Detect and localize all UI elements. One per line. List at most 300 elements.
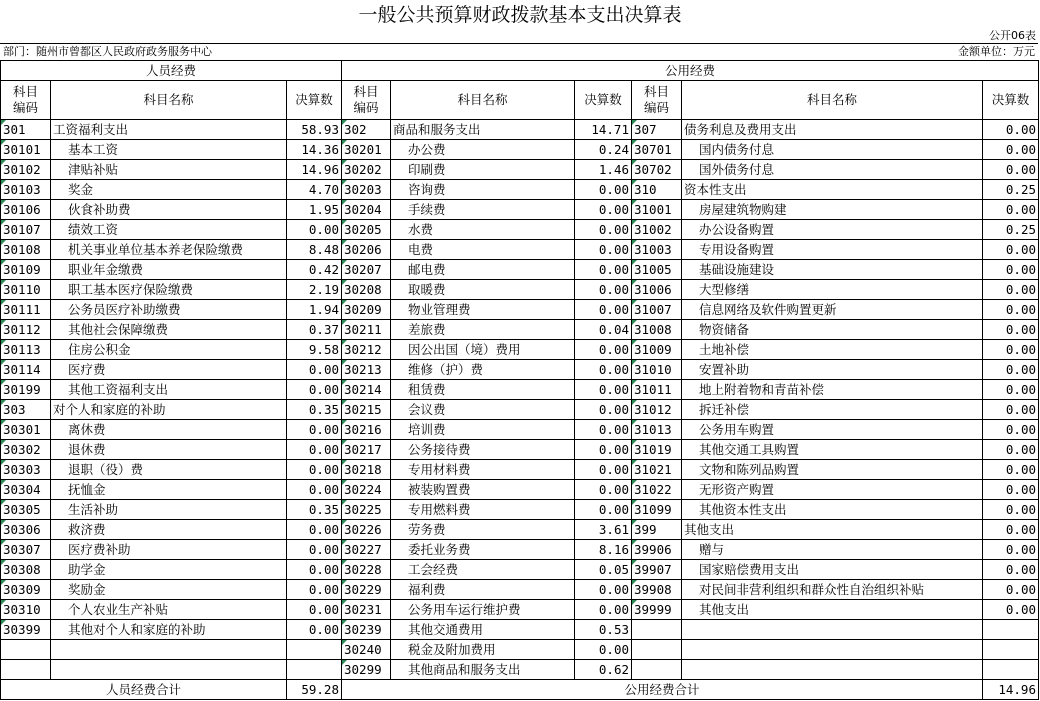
item-code: 30103 [1, 180, 51, 200]
item-name: 水费 [391, 220, 575, 240]
item-amount: 14.71 [575, 120, 632, 140]
item-amount: 0.00 [575, 420, 632, 440]
item-code: 30240 [342, 640, 391, 660]
column-header-row [1, 81, 1039, 120]
item-name: 基本工资 [51, 140, 287, 160]
item-code: 30299 [342, 660, 391, 680]
item-name: 奖励金 [51, 580, 287, 600]
table-body [1, 61, 1039, 700]
item-name: 维修（护）费 [391, 360, 575, 380]
item-name: 商品和服务支出 [391, 120, 575, 140]
item-code: 30213 [342, 360, 391, 380]
item-amount: 0.00 [575, 260, 632, 280]
item-code: 31019 [632, 440, 682, 460]
item-amount: 0.00 [287, 600, 342, 620]
item-amount: 0.53 [575, 620, 632, 640]
item-amount: 0.00 [575, 240, 632, 260]
item-code: 30231 [342, 600, 391, 620]
item-name: 津贴补贴 [51, 160, 287, 180]
item-amount: 0.00 [575, 380, 632, 400]
item-name: 租赁费 [391, 380, 575, 400]
table-row [1, 620, 1039, 640]
item-amount: 0.00 [983, 500, 1039, 520]
item-code: 31007 [632, 300, 682, 320]
item-name: 基础设施建设 [682, 260, 983, 280]
col-amount-header: 决算数 [287, 81, 342, 120]
col-name-header: 科目名称 [682, 81, 983, 120]
item-amount: 0.00 [983, 420, 1039, 440]
item-name: 医疗费补助 [51, 540, 287, 560]
item-name: 其他工资福利支出 [51, 380, 287, 400]
item-code: 30113 [1, 340, 51, 360]
item-amount: 8.16 [575, 540, 632, 560]
item-amount: 0.00 [983, 200, 1039, 220]
item-amount: 1.95 [287, 200, 342, 220]
item-amount: 0.25 [983, 220, 1039, 240]
item-amount: 0.04 [575, 320, 632, 340]
item-code: 30239 [342, 620, 391, 640]
item-amount: 58.93 [287, 120, 342, 140]
item-amount: 8.48 [287, 240, 342, 260]
item-name [682, 660, 983, 680]
table-row [1, 660, 1039, 680]
item-code: 30701 [632, 140, 682, 160]
item-code: 30229 [342, 580, 391, 600]
item-amount: 0.00 [983, 260, 1039, 280]
table-row [1, 160, 1039, 180]
item-code: 31099 [632, 500, 682, 520]
item-name: 对民间非营利组织和群众性自治组织补贴 [682, 580, 983, 600]
personnel-total-value: 59.28 [287, 680, 342, 700]
item-name: 公务接待费 [391, 440, 575, 460]
item-name: 邮电费 [391, 260, 575, 280]
item-name: 会议费 [391, 400, 575, 420]
item-name: 退休费 [51, 440, 287, 460]
table-row [1, 380, 1039, 400]
item-amount: 0.00 [983, 240, 1039, 260]
item-amount: 0.00 [287, 520, 342, 540]
item-code: 30204 [342, 200, 391, 220]
item-name: 公务用车运行维护费 [391, 600, 575, 620]
item-name: 其他资本性支出 [682, 500, 983, 520]
item-amount: 0.00 [983, 600, 1039, 620]
item-amount: 0.00 [287, 560, 342, 580]
item-amount [287, 660, 342, 680]
item-name: 退职（役）费 [51, 460, 287, 480]
item-amount: 0.24 [575, 140, 632, 160]
item-code: 39999 [632, 600, 682, 620]
item-code: 30227 [342, 540, 391, 560]
table-row [1, 600, 1039, 620]
item-code: 30215 [342, 400, 391, 420]
department-label: 部门：随州市曾都区人民政府政务服务中心 [3, 45, 212, 58]
item-code: 30208 [342, 280, 391, 300]
item-name [51, 660, 287, 680]
table-row [1, 260, 1039, 280]
item-amount: 0.00 [983, 380, 1039, 400]
item-name: 委托业务费 [391, 540, 575, 560]
item-name: 资本性支出 [682, 180, 983, 200]
item-code: 31010 [632, 360, 682, 380]
item-name: 税金及附加费用 [391, 640, 575, 660]
item-code: 30399 [1, 620, 51, 640]
table-row [1, 560, 1039, 580]
item-amount [983, 640, 1039, 660]
item-name: 公务用车购置 [682, 420, 983, 440]
item-name: 赠与 [682, 540, 983, 560]
item-amount: 0.00 [983, 440, 1039, 460]
item-amount: 0.00 [287, 380, 342, 400]
budget-table [0, 60, 1039, 700]
item-name: 其他交通费用 [391, 620, 575, 640]
item-name: 其他商品和服务支出 [391, 660, 575, 680]
table-row [1, 460, 1039, 480]
item-amount: 0.00 [575, 300, 632, 320]
item-code: 31012 [632, 400, 682, 420]
table-row [1, 220, 1039, 240]
item-name: 电费 [391, 240, 575, 260]
item-code: 30207 [342, 260, 391, 280]
item-amount: 0.00 [287, 440, 342, 460]
item-code: 31005 [632, 260, 682, 280]
item-amount: 0.00 [287, 580, 342, 600]
item-amount: 0.00 [983, 460, 1039, 480]
item-amount: 0.00 [983, 480, 1039, 500]
item-code: 39908 [632, 580, 682, 600]
item-amount: 0.00 [287, 220, 342, 240]
table-row [1, 120, 1039, 140]
item-code: 30306 [1, 520, 51, 540]
item-name: 地上附着物和青苗补偿 [682, 380, 983, 400]
item-code: 30110 [1, 280, 51, 300]
item-amount: 0.00 [983, 300, 1039, 320]
item-amount: 0.00 [575, 640, 632, 660]
item-name: 其他支出 [682, 520, 983, 540]
item-name: 专用设备购置 [682, 240, 983, 260]
item-code: 30225 [342, 500, 391, 520]
item-name: 土地补偿 [682, 340, 983, 360]
item-name: 绩效工资 [51, 220, 287, 240]
item-code: 30305 [1, 500, 51, 520]
item-name: 安置补助 [682, 360, 983, 380]
item-code: 310 [632, 180, 682, 200]
item-code: 30109 [1, 260, 51, 280]
col-code-header [632, 81, 682, 120]
table-row [1, 280, 1039, 300]
item-code: 31021 [632, 460, 682, 480]
item-amount: 0.00 [575, 460, 632, 480]
item-name: 拆迁补偿 [682, 400, 983, 420]
item-code: 30301 [1, 420, 51, 440]
item-name: 被装购置费 [391, 480, 575, 500]
item-code: 30226 [342, 520, 391, 540]
item-name [51, 640, 287, 660]
table-row [1, 640, 1039, 660]
item-amount [983, 660, 1039, 680]
item-name: 信息网络及软件购置更新 [682, 300, 983, 320]
item-amount: 14.96 [287, 160, 342, 180]
item-name: 其他支出 [682, 600, 983, 620]
item-code: 30217 [342, 440, 391, 460]
item-code: 303 [1, 400, 51, 420]
col-amount-header: 决算数 [575, 81, 632, 120]
item-code: 399 [632, 520, 682, 540]
public-total-label: 公用经费合计 [342, 680, 983, 700]
item-code: 30308 [1, 560, 51, 580]
table-row [1, 480, 1039, 500]
col-code-header [342, 81, 391, 120]
item-amount: 0.05 [575, 560, 632, 580]
item-code: 31013 [632, 420, 682, 440]
item-amount: 1.46 [575, 160, 632, 180]
item-amount [983, 620, 1039, 640]
item-code: 30114 [1, 360, 51, 380]
item-amount: 0.00 [575, 600, 632, 620]
item-code: 30303 [1, 460, 51, 480]
item-amount: 4.70 [287, 180, 342, 200]
col-code-label: 科目 编码 [353, 84, 379, 115]
item-code: 31002 [632, 220, 682, 240]
item-name: 职工基本医疗保险缴费 [51, 280, 287, 300]
table-row [1, 340, 1039, 360]
item-code: 30216 [342, 420, 391, 440]
item-amount: 0.00 [575, 360, 632, 380]
item-name: 大型修缮 [682, 280, 983, 300]
item-name: 公务员医疗补助缴费 [51, 300, 287, 320]
table-row [1, 500, 1039, 520]
item-code: 39907 [632, 560, 682, 580]
table-row [1, 540, 1039, 560]
personnel-total-label: 人员经费合计 [1, 680, 287, 700]
item-name: 抚恤金 [51, 480, 287, 500]
item-code: 30106 [1, 200, 51, 220]
item-name: 离休费 [51, 420, 287, 440]
item-name: 印刷费 [391, 160, 575, 180]
col-name-header: 科目名称 [51, 81, 287, 120]
item-code: 30214 [342, 380, 391, 400]
item-name: 物资储备 [682, 320, 983, 340]
item-amount: 0.00 [575, 200, 632, 220]
table-row [1, 300, 1039, 320]
item-amount: 0.00 [575, 440, 632, 460]
item-amount [287, 640, 342, 660]
col-amount-header: 决算数 [983, 81, 1039, 120]
table-row [1, 180, 1039, 200]
item-code: 30101 [1, 140, 51, 160]
item-name: 工资福利支出 [51, 120, 287, 140]
table-row [1, 200, 1039, 220]
item-code: 31006 [632, 280, 682, 300]
item-code: 30212 [342, 340, 391, 360]
public-total-value: 14.96 [983, 680, 1039, 700]
item-code: 31001 [632, 200, 682, 220]
table-row [1, 400, 1039, 420]
item-name: 债务利息及费用支出 [682, 120, 983, 140]
item-amount: 0.00 [983, 140, 1039, 160]
item-name: 文物和陈列品购置 [682, 460, 983, 480]
item-amount: 0.00 [575, 500, 632, 520]
item-name: 其他交通工具购置 [682, 440, 983, 460]
item-name: 工会经费 [391, 560, 575, 580]
item-code: 301 [1, 120, 51, 140]
item-amount: 0.00 [983, 360, 1039, 380]
item-amount: 2.19 [287, 280, 342, 300]
item-amount: 0.00 [575, 220, 632, 240]
item-amount: 0.37 [287, 320, 342, 340]
item-code: 31009 [632, 340, 682, 360]
item-name: 机关事业单位基本养老保险缴费 [51, 240, 287, 260]
item-name: 劳务费 [391, 520, 575, 540]
item-amount: 0.00 [287, 540, 342, 560]
item-amount: 3.61 [575, 520, 632, 540]
item-amount: 0.00 [287, 360, 342, 380]
item-code: 30209 [342, 300, 391, 320]
item-amount: 0.00 [983, 400, 1039, 420]
item-name: 因公出国（境）费用 [391, 340, 575, 360]
item-amount: 0.62 [575, 660, 632, 680]
item-name: 职业年金缴费 [51, 260, 287, 280]
item-name: 办公费 [391, 140, 575, 160]
item-amount: 0.00 [287, 480, 342, 500]
col-code-header [1, 81, 51, 120]
item-amount: 0.00 [287, 620, 342, 640]
item-code: 30205 [342, 220, 391, 240]
item-name: 个人农业生产补贴 [51, 600, 287, 620]
item-code [1, 660, 51, 680]
item-name: 国家赔偿费用支出 [682, 560, 983, 580]
item-name: 生活补助 [51, 500, 287, 520]
table-code: 公开06表 [989, 29, 1036, 42]
col-name-header: 科目名称 [391, 81, 575, 120]
item-name: 无形资产购置 [682, 480, 983, 500]
item-amount: 0.00 [983, 320, 1039, 340]
item-amount: 0.35 [287, 400, 342, 420]
item-code: 30307 [1, 540, 51, 560]
col-code-label: 科目 编码 [643, 84, 669, 115]
item-amount: 1.94 [287, 300, 342, 320]
item-code: 30224 [342, 480, 391, 500]
item-code: 30199 [1, 380, 51, 400]
item-code: 30228 [342, 560, 391, 580]
item-code: 31011 [632, 380, 682, 400]
item-amount: 0.00 [575, 480, 632, 500]
page-title: 一般公共预算财政拨款基本支出决算表 [358, 4, 682, 26]
totals-row [1, 680, 1039, 700]
item-name: 伙食补助费 [51, 200, 287, 220]
item-code: 30107 [1, 220, 51, 240]
item-code [1, 640, 51, 660]
item-name: 办公设备购置 [682, 220, 983, 240]
item-amount: 14.36 [287, 140, 342, 160]
col-code-label: 科目 编码 [12, 84, 38, 115]
item-code: 30202 [342, 160, 391, 180]
item-name: 专用燃料费 [391, 500, 575, 520]
item-amount: 0.00 [983, 560, 1039, 580]
item-amount: 0.00 [983, 280, 1039, 300]
item-name: 福利费 [391, 580, 575, 600]
item-code: 31022 [632, 480, 682, 500]
item-amount: 0.00 [983, 120, 1039, 140]
item-code: 30108 [1, 240, 51, 260]
item-code [632, 620, 682, 640]
item-name [682, 620, 983, 640]
item-code [632, 660, 682, 680]
item-name: 国内债务付息 [682, 140, 983, 160]
item-name: 奖金 [51, 180, 287, 200]
item-amount: 0.00 [983, 340, 1039, 360]
item-code: 39906 [632, 540, 682, 560]
item-amount: 0.35 [287, 500, 342, 520]
item-code: 307 [632, 120, 682, 140]
item-name: 取暖费 [391, 280, 575, 300]
item-amount: 0.00 [287, 420, 342, 440]
item-name: 对个人和家庭的补助 [51, 400, 287, 420]
item-code: 30302 [1, 440, 51, 460]
item-amount: 9.58 [287, 340, 342, 360]
table-row [1, 520, 1039, 540]
item-name: 助学金 [51, 560, 287, 580]
section-header-row [1, 61, 1039, 81]
item-name: 培训费 [391, 420, 575, 440]
item-name: 国外债务付息 [682, 160, 983, 180]
table-row [1, 240, 1039, 260]
item-amount: 0.00 [983, 160, 1039, 180]
item-code: 30702 [632, 160, 682, 180]
table-row [1, 440, 1039, 460]
item-amount: 0.00 [983, 520, 1039, 540]
item-amount: 0.25 [983, 180, 1039, 200]
table-row [1, 140, 1039, 160]
item-amount: 0.00 [575, 580, 632, 600]
item-name [682, 640, 983, 660]
item-code: 30309 [1, 580, 51, 600]
item-name: 住房公积金 [51, 340, 287, 360]
item-amount: 0.00 [983, 580, 1039, 600]
item-amount: 0.00 [287, 460, 342, 480]
item-name: 物业管理费 [391, 300, 575, 320]
item-code: 31003 [632, 240, 682, 260]
item-code: 30112 [1, 320, 51, 340]
item-code: 302 [342, 120, 391, 140]
item-name: 救济费 [51, 520, 287, 540]
item-amount: 0.00 [575, 180, 632, 200]
section-public: 公用经费 [342, 61, 1039, 81]
item-name: 其他社会保障缴费 [51, 320, 287, 340]
info-bar [0, 43, 1038, 61]
item-name: 专用材料费 [391, 460, 575, 480]
item-code: 30206 [342, 240, 391, 260]
item-name: 医疗费 [51, 360, 287, 380]
item-code: 30111 [1, 300, 51, 320]
item-code: 30211 [342, 320, 391, 340]
unit-label: 金额单位：万元 [958, 45, 1035, 58]
section-personnel: 人员经费 [1, 61, 342, 81]
item-name: 差旅费 [391, 320, 575, 340]
table-row [1, 580, 1039, 600]
item-code: 30201 [342, 140, 391, 160]
item-code: 30304 [1, 480, 51, 500]
item-code: 30218 [342, 460, 391, 480]
item-amount: 0.00 [575, 340, 632, 360]
item-code: 31008 [632, 320, 682, 340]
table-row [1, 320, 1039, 340]
item-name: 其他对个人和家庭的补助 [51, 620, 287, 640]
item-amount: 0.00 [575, 400, 632, 420]
table-row [1, 360, 1039, 380]
item-code: 30203 [342, 180, 391, 200]
item-amount: 0.00 [575, 280, 632, 300]
item-name: 房屋建筑物购建 [682, 200, 983, 220]
